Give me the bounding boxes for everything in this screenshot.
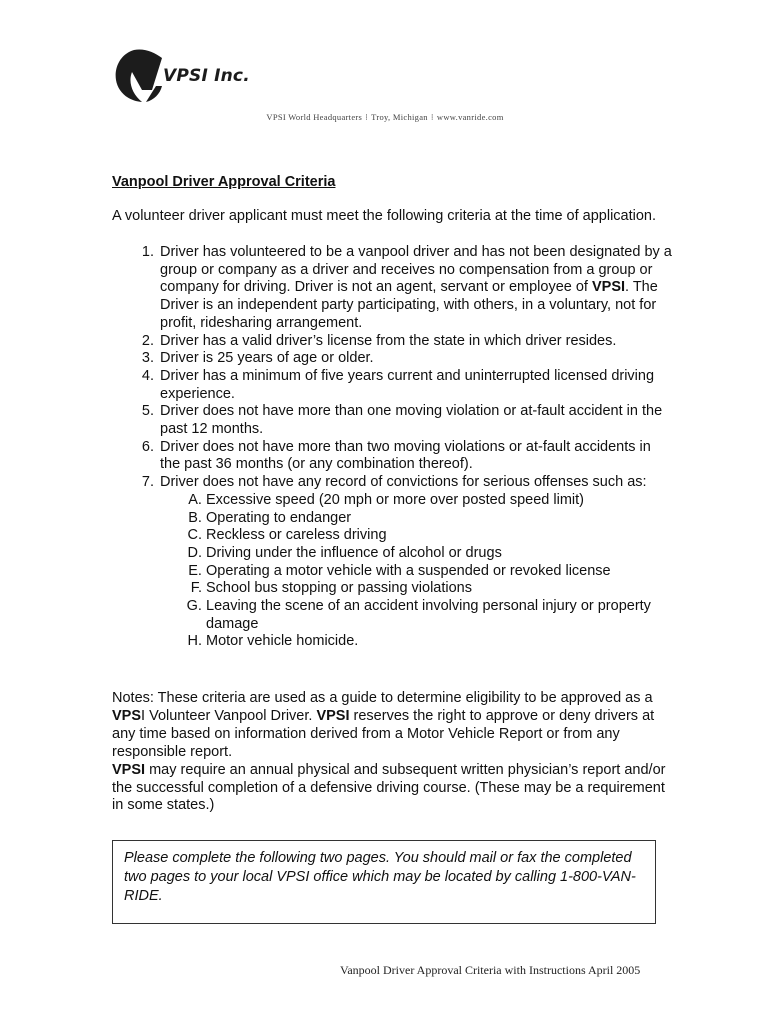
offense-list xyxy=(160,492,672,651)
criterion-4: 4. Driver has a minimum of five years current and uninterrupted licensed driving experience. xyxy=(158,368,672,403)
hq-city: Troy, Michigan xyxy=(371,112,428,122)
logo-text: VPSI Inc. xyxy=(163,66,250,86)
criterion-5: 5. Driver does not have more than one moving violation or at-fault accident in the past 12 months. xyxy=(158,403,672,438)
offense-item: B. Operating to endanger xyxy=(206,510,672,528)
criteria-section xyxy=(112,244,672,651)
instruction-box: Please complete the following two pages. You should mail or fax the completed two pages to your local VPSI office which may be located by calling 1-800-VAN-RIDE. xyxy=(112,840,656,924)
criterion-2: 2. Driver has a valid driver’s license from the state in which driver resides. xyxy=(158,333,672,351)
hq-name: VPSI World Headquarters xyxy=(266,112,363,122)
offense-item: G. Leaving the scene of an accident involving personal injury or property damage xyxy=(206,598,672,633)
offense-item: D. Driving under the influence of alcohol or drugs xyxy=(206,545,672,563)
intro-text: A volunteer driver applicant must meet the following criteria at the time of application. xyxy=(112,208,657,224)
offense-item: F. School bus stopping or passing violations xyxy=(206,580,672,598)
offense-item: C. Reckless or careless driving xyxy=(206,527,672,545)
criterion-1: 1. Driver has volunteered to be a vanpool driver and has not been designated by a group or company as a driver and receives no compensation from a group or company for driving. Driver is not an agent, servant or employee of VPSI. The Driver is an independent party participating, with others, in a voluntary, not for profit, ridesharing arrangement. xyxy=(158,244,672,333)
criteria-list xyxy=(112,244,672,651)
notes-paragraph-2: VPSI may require an annual physical and subsequent written physician’s report and/or the successful completion of a defensive driving course. (These may be a requirement in some states.) xyxy=(112,761,666,814)
headquarters-line: VPSI World Headquarters ⁝ Troy, Michigan ⁝ www.vanride.com xyxy=(266,112,504,122)
page-footer: Vanpool Driver Approval Criteria with Instructions April 2005 xyxy=(340,963,641,977)
offense-item: A. Excessive speed (20 mph or more over posted speed limit) xyxy=(206,492,672,510)
criterion-6: 6. Driver does not have more than two moving violations or at-fault accidents in the past 36 months (or any combination thereof). xyxy=(158,439,672,474)
page-title: Vanpool Driver Approval Criteria xyxy=(112,174,336,190)
criterion-7: 7. Driver does not have any record of convictions for serious offenses such as: A. Excessive speed (20 mph or more over posted speed limit) B. Operating to endanger C. Reckless or careless driving D. Driving under the influence of alcohol or drugs E. Operating a motor vehicle with a suspended or revoked license F. School bus stopping or passing violations G. Leaving the scene of an accident involving personal injury or property damage H. Motor vehicle homicide. xyxy=(158,474,672,651)
hq-website: www.vanride.com xyxy=(436,112,504,122)
notes-paragraph: Notes: These criteria are used as a guide to determine eligibility to be approved as a VPSI Volunteer Vanpool Driver. VPSI reserves the right to approve or deny drivers at any time based on information derived from a Motor Vehicle Report or from any responsible report. xyxy=(112,690,655,760)
offense-item: E. Operating a motor vehicle with a suspended or revoked license xyxy=(206,563,672,581)
criterion-3: 3. Driver is 25 years of age or older. xyxy=(158,350,672,368)
offense-item: H. Motor vehicle homicide. xyxy=(206,633,672,651)
notes-section xyxy=(112,690,672,815)
